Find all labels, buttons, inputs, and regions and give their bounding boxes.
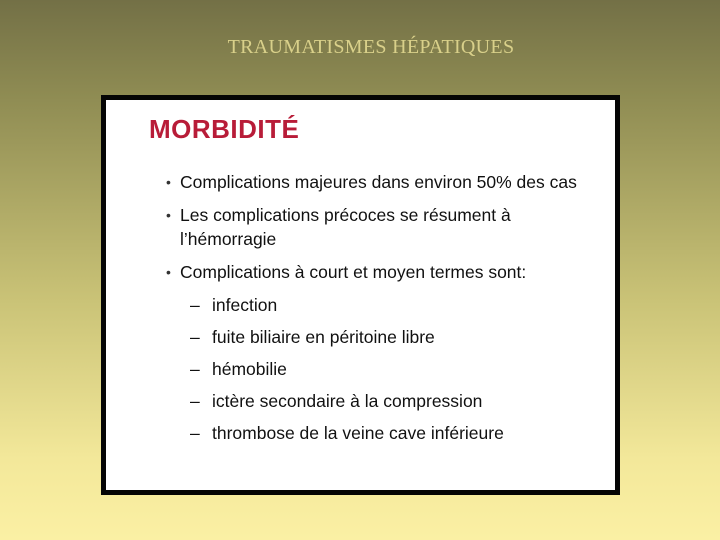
sub-item <box>166 293 606 317</box>
sub-list <box>166 293 606 445</box>
dash-marker: – <box>190 295 200 315</box>
content-card <box>101 95 620 495</box>
sub-item-text: hémobilie <box>212 359 287 379</box>
sub-item <box>166 325 606 349</box>
bullet-text: Complications majeures dans environ 50% des cas <box>180 172 577 192</box>
sub-item <box>166 389 606 413</box>
sub-item-text: infection <box>212 295 278 315</box>
sub-item-text: thrombose de la veine cave inférieure <box>212 423 504 443</box>
sub-item-text: ictère secondaire à la compression <box>212 391 483 411</box>
bullet-item <box>166 260 606 284</box>
sub-item-text: fuite biliaire en péritoine libre <box>212 327 435 347</box>
bullet-marker: • <box>166 264 171 280</box>
dash-marker: – <box>190 423 200 443</box>
dash-marker: – <box>190 359 200 379</box>
bullet-text: Les complications précoces se résument à l’hémorragie <box>180 205 511 249</box>
bullet-text: Complications à court et moyen termes sont: <box>180 262 527 282</box>
sub-item <box>166 421 606 445</box>
dash-marker: – <box>190 327 200 347</box>
bullet-item <box>166 203 606 251</box>
slide-title: TRAUMATISMES HÉPATIQUES <box>227 36 515 58</box>
bullet-marker: • <box>166 174 171 190</box>
bullet-marker: • <box>166 207 171 223</box>
card-heading: MORBIDITÉ <box>149 114 300 144</box>
bullet-list <box>166 170 606 453</box>
sub-item <box>166 357 606 381</box>
dash-marker: – <box>190 391 200 411</box>
bullet-item <box>166 170 606 194</box>
